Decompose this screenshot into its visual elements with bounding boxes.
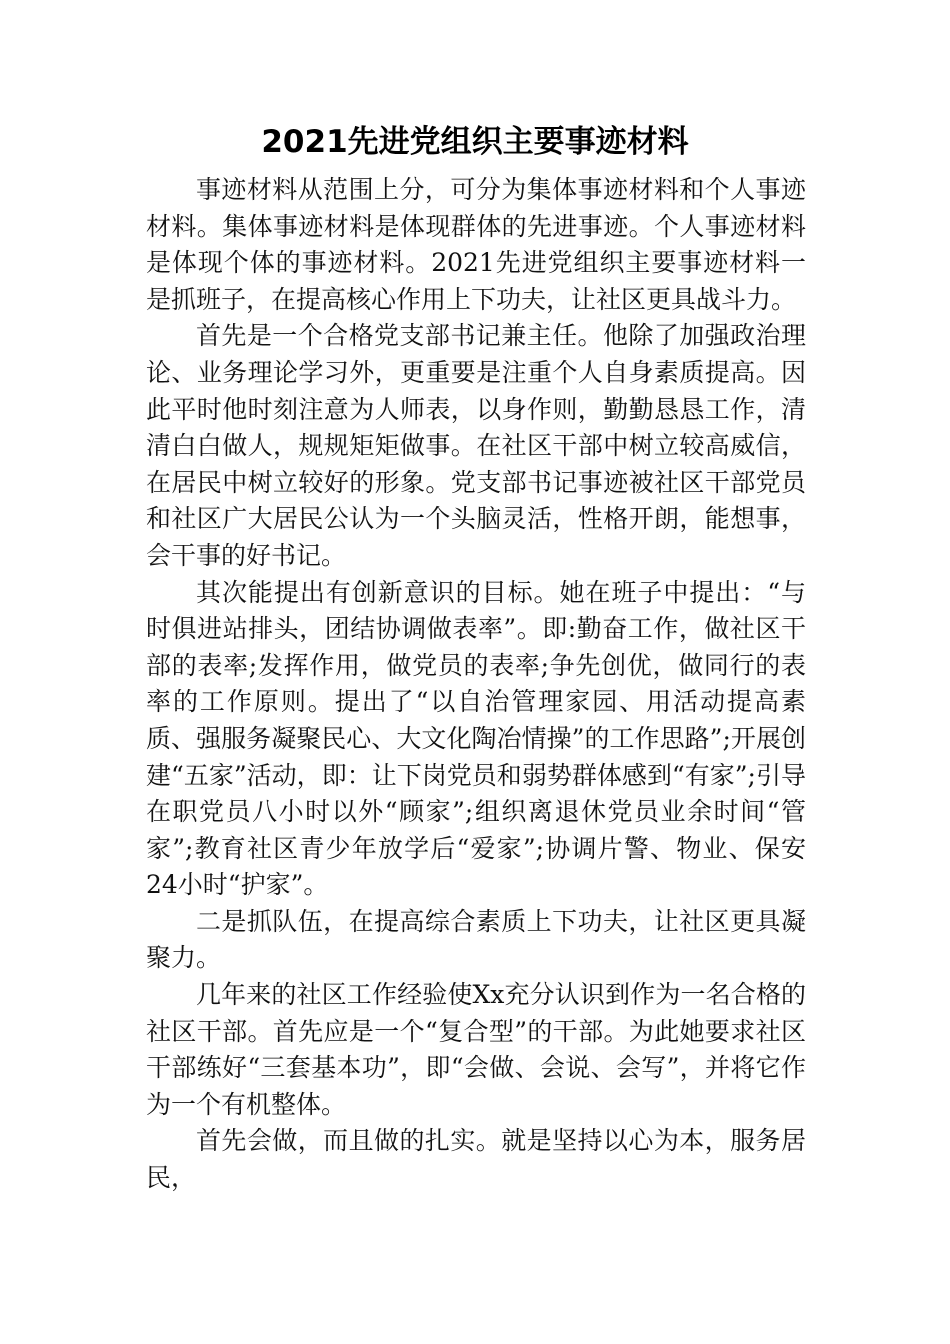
document-title: 2021先进党组织主要事迹材料: [261, 124, 689, 160]
paragraph-2: 首先是一个合格党支部书记兼主任。他除了加强政治理论、业务理论学习外，更重要是注重个人自身素质提高。因此平时他时刻注意为人师表，以身作则，勤勤恳恳工作，清清白白做人，规规矩矩做事。在社区干部中树立较高威信，在居民中树立较好的形象。党支部书记事迹被社区干部党员和社区广大居民公认为一个头脑灵活，性格开朗，能想事，会干事的好书记。: [146, 321, 806, 570]
paragraph-4: 二是抓队伍，在提高综合素质上下功夫，让社区更具凝聚力。: [146, 906, 806, 973]
paragraph-5: 几年来的社区工作经验使Xx充分认识到作为一名合格的社区干部。首先应是一个“复合型”的干部。为此她要求社区干部练好“三套基本功”，即“会做、会说、会写”，并将它作为一个有机整体。: [146, 980, 806, 1119]
document-body: [146, 172, 806, 1197]
paragraph-1: 事迹材料从范围上分，可分为集体事迹材料和个人事迹材料。集体事迹材料是体现群体的先进事迹。个人事迹材料是体现个体的事迹材料。2021先进党组织主要事迹材料一是抓班子，在提高核心作用上下功夫，让社区更具战斗力。: [146, 175, 806, 314]
paragraph-3: 其次能提出有创新意识的目标。她在班子中提出：“与时俱进站排头，团结协调做表率”。即:勤奋工作，做社区干部的表率;发挥作用，做党员的表率;争先创优，做同行的表率的工作原则。提出了“以自治管理家园、用活动提高素质、强服务凝聚民心、大文化陶冶情操”的工作思路”;开展创建“五家”活动，即：让下岗党员和弱势群体感到“有家”;引导在职党员八小时以外“顾家”;组织离退休党员业余时间“管家”;教育社区青少年放学后“爱家”;协调片警、物业、保安24小时“护家”。: [146, 577, 806, 900]
paragraph-6: 首先会做，而且做的扎实。就是坚持以心为本，服务居民，: [146, 1126, 806, 1193]
